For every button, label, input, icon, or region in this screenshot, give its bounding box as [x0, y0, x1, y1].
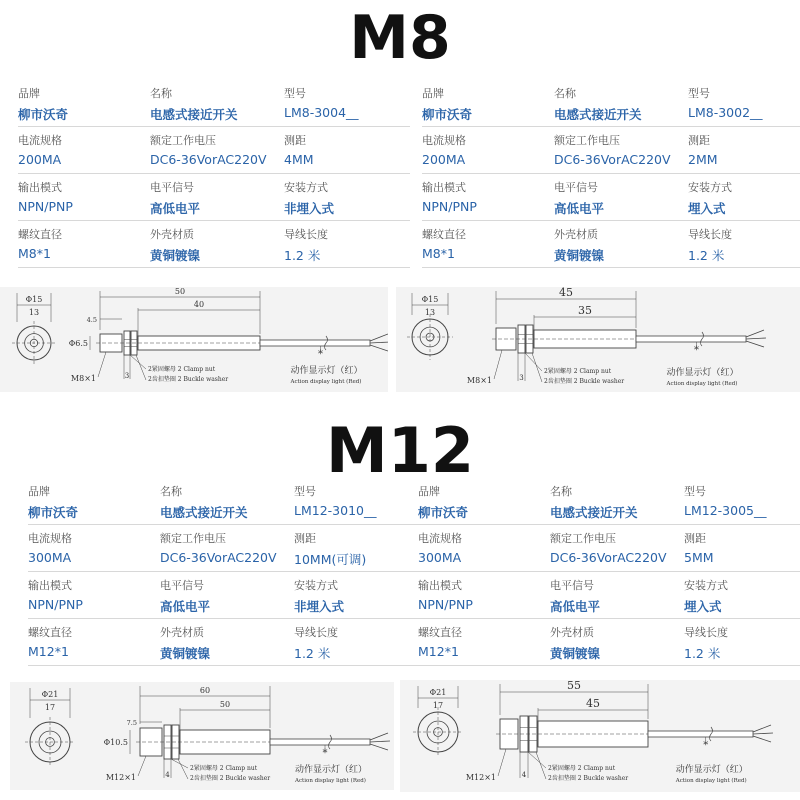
spec-label: 安装方式	[294, 579, 338, 592]
action-light-label-cn: 动作显示灯（红）	[675, 765, 748, 775]
spec-value: 高低电平	[550, 599, 601, 614]
spec-value: 1.2 米	[294, 646, 331, 661]
spec-row	[18, 80, 410, 127]
spec-label: 螺纹直径	[28, 626, 72, 639]
spec-value: 电感式接近开关	[160, 505, 248, 520]
face-outer-diameter-label: Φ15	[421, 295, 439, 304]
spec-row	[28, 619, 420, 666]
spec-label: 名称	[554, 87, 576, 100]
spec-value: 1.2 米	[284, 248, 321, 263]
spec-value: DC6-36VorAC220V	[554, 152, 671, 167]
buckle-washer-callout: 2齿扣垫圈 2 Buckle washer	[190, 775, 271, 782]
spec-row	[418, 478, 800, 525]
total-length-label: 60	[199, 686, 211, 695]
spec-label: 型号	[284, 87, 306, 100]
action-light-marker: *	[318, 349, 323, 360]
spec-table-lm8-3004	[18, 80, 410, 268]
spec-row	[18, 174, 410, 221]
spec-value: 200MA	[18, 152, 62, 167]
spec-label: 外壳材质	[160, 626, 204, 639]
spec-value: 200MA	[422, 152, 466, 167]
spec-label: 导线长度	[688, 228, 732, 241]
side-view	[136, 725, 390, 759]
thread-spec-label: M8×1	[466, 376, 492, 385]
spec-label: 额定工作电压	[150, 134, 216, 147]
spec-row	[28, 572, 420, 619]
front-face-view	[407, 293, 453, 360]
dimension-drawing-svg	[400, 680, 800, 792]
body-length-label: 35	[578, 304, 592, 317]
spec-label: 测距	[688, 134, 710, 147]
nut-width-label: 4	[521, 771, 527, 779]
spec-value: M12*1	[418, 644, 459, 659]
heading-m8: M8	[349, 3, 451, 73]
spec-label: 输出模式	[28, 579, 72, 592]
spec-value: 柳市沃奇	[18, 107, 69, 122]
spec-row	[18, 221, 410, 268]
front-face-view	[25, 688, 75, 767]
spec-label: 型号	[684, 485, 706, 498]
spec-value: 黄铜镀镍	[150, 248, 201, 263]
side-view	[492, 325, 766, 353]
dimension-drawing-svg	[0, 287, 388, 392]
buckle-washer-callout: 2齿扣垫圈 2 Buckle washer	[544, 378, 625, 385]
spec-label: 外壳材质	[550, 626, 594, 639]
action-light-marker: *	[703, 740, 709, 751]
spec-row	[422, 221, 800, 268]
dimension-drawing-svg	[396, 287, 800, 392]
front-face-view	[413, 686, 463, 757]
clamp-nut-callout: 2紧固螺母 2 Clamp nut	[548, 765, 616, 772]
spec-value: 高低电平	[150, 201, 201, 216]
spec-label: 品牌	[18, 87, 40, 100]
spec-value: M12*1	[28, 644, 69, 659]
dimension-drawing-lm12-3010	[10, 682, 394, 790]
spec-value: 黄铜镀镍	[554, 248, 605, 263]
clamp-nut-callout: 2紧固螺母 2 Clamp nut	[148, 366, 216, 373]
spec-value: 高低电平	[160, 599, 211, 614]
nut-width-label: 4	[165, 771, 170, 779]
spec-label: 测距	[294, 532, 316, 545]
side-view	[496, 716, 773, 752]
spec-value: 非埋入式	[294, 599, 345, 614]
spec-label: 品牌	[28, 485, 50, 498]
spec-label: 额定工作电压	[160, 532, 226, 545]
spec-value: 4MM	[284, 152, 314, 167]
body-length-label: 45	[586, 697, 600, 710]
spec-value: 埋入式	[688, 201, 726, 216]
action-light-label-cn: 动作显示灯（红）	[666, 368, 739, 378]
nut-width-label: 3	[124, 372, 130, 380]
spec-value: 柳市沃奇	[28, 505, 79, 520]
action-light-label-en: Action display light (Red)	[666, 381, 738, 387]
spec-label: 导线长度	[294, 626, 338, 639]
spec-label: 名称	[150, 87, 172, 100]
spec-label: 电流规格	[18, 134, 62, 147]
nose-length-label: 7.5	[126, 719, 137, 727]
spec-value: 5MM	[684, 550, 714, 565]
spec-value: 黄铜镀镍	[160, 646, 211, 661]
spec-value: LM12-3010__	[294, 503, 377, 518]
nut-width-label: 3	[519, 374, 524, 382]
thread-spec-label: M12×1	[465, 773, 496, 782]
face-inner-dimension-label: 17	[432, 701, 444, 710]
spec-label: 额定工作电压	[550, 532, 616, 545]
spec-value: M8*1	[422, 246, 455, 261]
spec-value: 10MM(可调)	[294, 552, 367, 567]
spec-label: 输出模式	[422, 181, 466, 194]
spec-label: 品牌	[422, 87, 444, 100]
spec-row	[28, 478, 420, 525]
spec-table-lm12-3005	[418, 478, 800, 666]
spec-label: 电流规格	[28, 532, 72, 545]
spec-label: 测距	[284, 134, 306, 147]
face-outer-diameter-label: Φ15	[25, 295, 43, 304]
spec-label: 输出模式	[418, 579, 462, 592]
total-length-label: 55	[567, 680, 581, 692]
spec-value: 1.2 米	[688, 248, 725, 263]
action-light-label-cn: 动作显示灯（红）	[290, 366, 363, 376]
face-inner-dimension-label: 13	[28, 308, 40, 317]
total-length-label: 50	[174, 287, 186, 296]
face-inner-dimension-label: 17	[44, 703, 56, 712]
spec-value: 电感式接近开关	[554, 107, 642, 122]
action-light-label-en: Action display light (Red)	[675, 778, 747, 784]
spec-row	[422, 174, 800, 221]
spec-label: 电平信号	[160, 579, 204, 592]
thread-spec-label: M8×1	[70, 374, 96, 383]
spec-value: 柳市沃奇	[422, 107, 473, 122]
spec-value: 黄铜镀镍	[550, 646, 601, 661]
spec-label: 名称	[160, 485, 182, 498]
action-light-label-cn: 动作显示灯（红）	[295, 765, 368, 775]
spec-label: 名称	[550, 485, 572, 498]
spec-value: DC6-36VorAC220V	[150, 152, 267, 167]
spec-label: 额定工作电压	[554, 134, 620, 147]
spec-value: 电感式接近开关	[550, 505, 638, 520]
action-light-marker: *	[322, 748, 328, 759]
spec-row	[422, 80, 800, 127]
spec-label: 输出模式	[18, 181, 62, 194]
face-outer-diameter-label: Φ21	[41, 690, 59, 699]
spec-row	[28, 525, 420, 572]
spec-value: 非埋入式	[284, 201, 335, 216]
spec-value: 高低电平	[554, 201, 605, 216]
spec-value: DC6-36VorAC220V	[550, 550, 667, 565]
heading-m12: M12	[326, 414, 474, 487]
face-inner-dimension-label: 13	[424, 308, 436, 317]
spec-value: LM12-3005__	[684, 503, 767, 518]
spec-label: 导线长度	[684, 626, 728, 639]
spec-label: 型号	[688, 87, 710, 100]
clamp-nut-callout: 2紧固螺母 2 Clamp nut	[190, 765, 258, 772]
dimension-drawing-lm12-3005	[400, 680, 800, 792]
spec-value: LM8-3002__	[688, 105, 763, 120]
spec-value: M8*1	[18, 246, 51, 261]
total-length-label: 45	[559, 287, 573, 299]
spec-label: 电流规格	[422, 134, 466, 147]
spec-value: NPN/PNP	[18, 199, 73, 214]
spec-label: 品牌	[418, 485, 440, 498]
spec-value: DC6-36VorAC220V	[160, 550, 277, 565]
spec-table-lm12-3010	[28, 478, 420, 666]
spec-label: 螺纹直径	[18, 228, 62, 241]
spec-label: 导线长度	[284, 228, 328, 241]
spec-label: 安装方式	[688, 181, 732, 194]
spec-value: 2MM	[688, 152, 718, 167]
action-light-label-en: Action display light (Red)	[290, 379, 362, 385]
dimension-drawing-lm8-3004	[0, 287, 388, 392]
dimension-drawing-lm8-3002	[396, 287, 800, 392]
body-diameter-label: Φ10.5	[103, 738, 128, 747]
spec-label: 电流规格	[418, 532, 462, 545]
action-light-marker: *	[694, 345, 699, 356]
spec-value: 300MA	[418, 550, 462, 565]
side-view	[96, 331, 388, 355]
spec-value: 柳市沃奇	[418, 505, 469, 520]
spec-label: 电平信号	[550, 579, 594, 592]
spec-label: 外壳材质	[554, 228, 598, 241]
spec-row	[422, 127, 800, 174]
face-outer-diameter-label: Φ21	[429, 688, 447, 697]
spec-row	[18, 127, 410, 174]
spec-label: 电平信号	[150, 181, 194, 194]
thread-spec-label: M12×1	[105, 773, 136, 782]
spec-row	[418, 619, 800, 666]
spec-label: 外壳材质	[150, 228, 194, 241]
buckle-washer-callout: 2齿扣垫圈 2 Buckle washer	[548, 775, 629, 782]
spec-label: 测距	[684, 532, 706, 545]
spec-value: 1.2 米	[684, 646, 721, 661]
spec-row	[418, 525, 800, 572]
front-face-view	[12, 293, 56, 365]
spec-value: NPN/PNP	[422, 199, 477, 214]
spec-value: 300MA	[28, 550, 72, 565]
spec-value: LM8-3004__	[284, 105, 359, 120]
spec-value: NPN/PNP	[28, 597, 83, 612]
body-length-label: 50	[219, 700, 231, 709]
dimension-drawing-svg	[10, 682, 394, 790]
spec-row	[418, 572, 800, 619]
spec-table-lm8-3002	[422, 80, 800, 268]
clamp-nut-callout: 2紧固螺母 2 Clamp nut	[544, 368, 612, 375]
spec-value: NPN/PNP	[418, 597, 473, 612]
buckle-washer-callout: 2齿扣垫圈 2 Buckle washer	[148, 376, 229, 383]
spec-value: 埋入式	[684, 599, 722, 614]
spec-label: 安装方式	[284, 181, 328, 194]
spec-label: 安装方式	[684, 579, 728, 592]
spec-value: 电感式接近开关	[150, 107, 238, 122]
body-diameter-label: Φ6.5	[68, 339, 88, 348]
body-length-label: 40	[193, 300, 205, 309]
nose-length-label: 4.5	[86, 316, 97, 324]
spec-label: 螺纹直径	[418, 626, 462, 639]
spec-label: 电平信号	[554, 181, 598, 194]
action-light-label-en: Action display light (Red)	[295, 778, 366, 784]
spec-label: 型号	[294, 485, 316, 498]
spec-label: 螺纹直径	[422, 228, 466, 241]
